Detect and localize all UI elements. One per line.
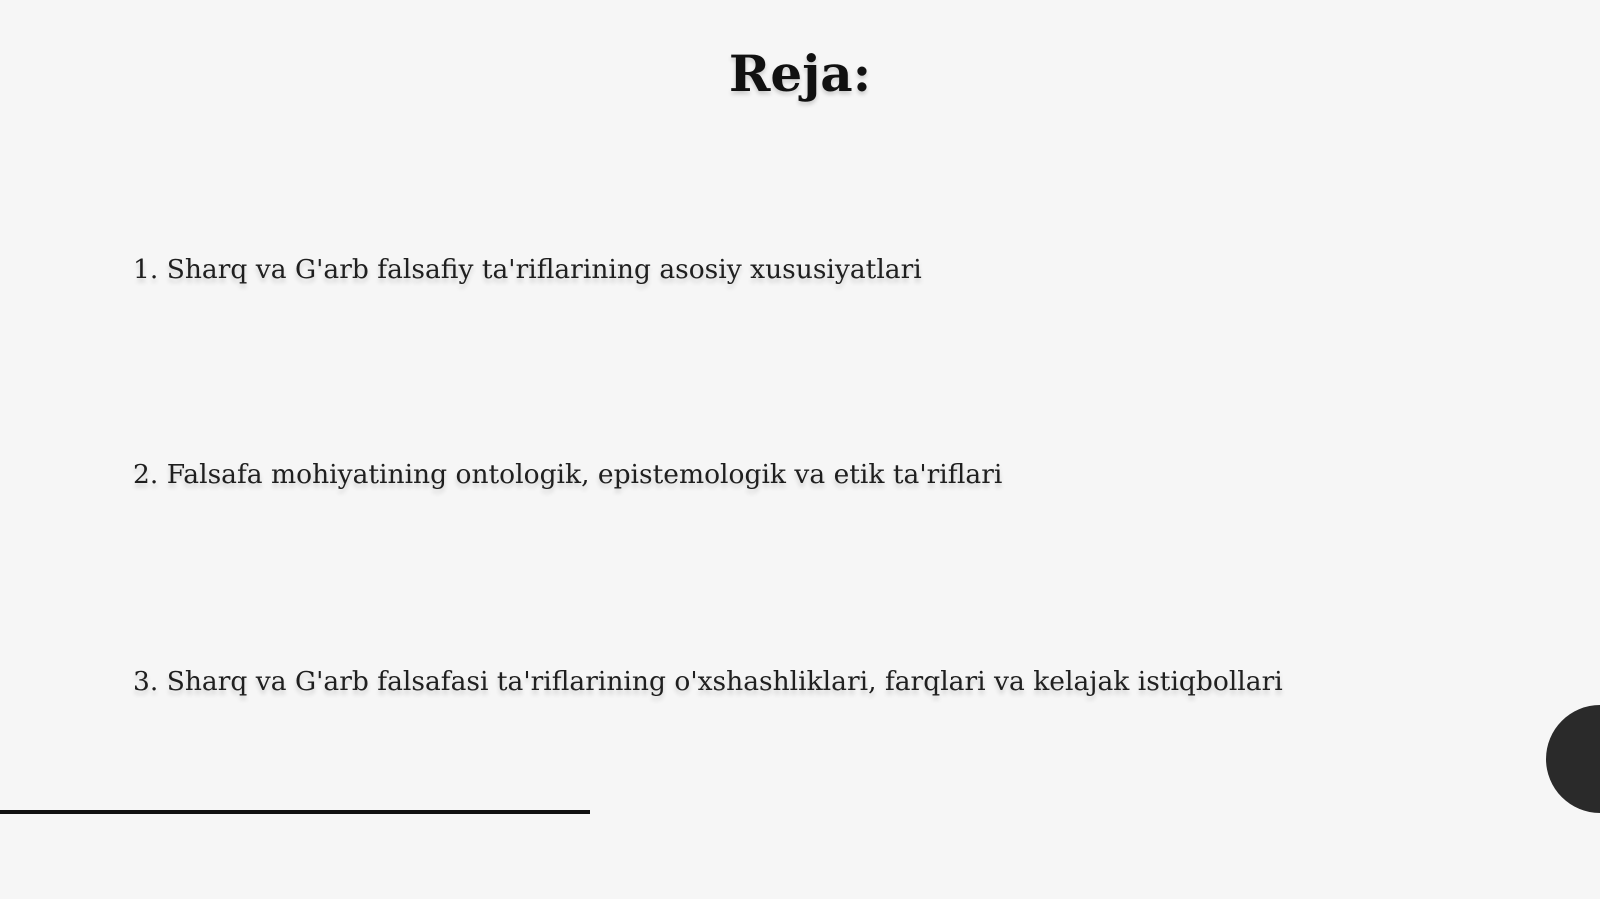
decorative-bottom-rule <box>0 810 590 814</box>
slide-title: Reja: <box>728 44 872 103</box>
plan-item-2: 2. Falsafa mohiyatining ontologik, epistemologik va etik ta'riflari <box>133 459 1003 490</box>
plan-item-1: 1. Sharq va G'arb falsafiy ta'riflarining asosiy xususiyatlari <box>133 254 922 285</box>
decorative-circle <box>1546 705 1600 813</box>
plan-item-3: 3. Sharq va G'arb falsafasi ta'riflarining o'xshashliklari, farqlari va kelajak istiqbollari <box>133 666 1283 697</box>
